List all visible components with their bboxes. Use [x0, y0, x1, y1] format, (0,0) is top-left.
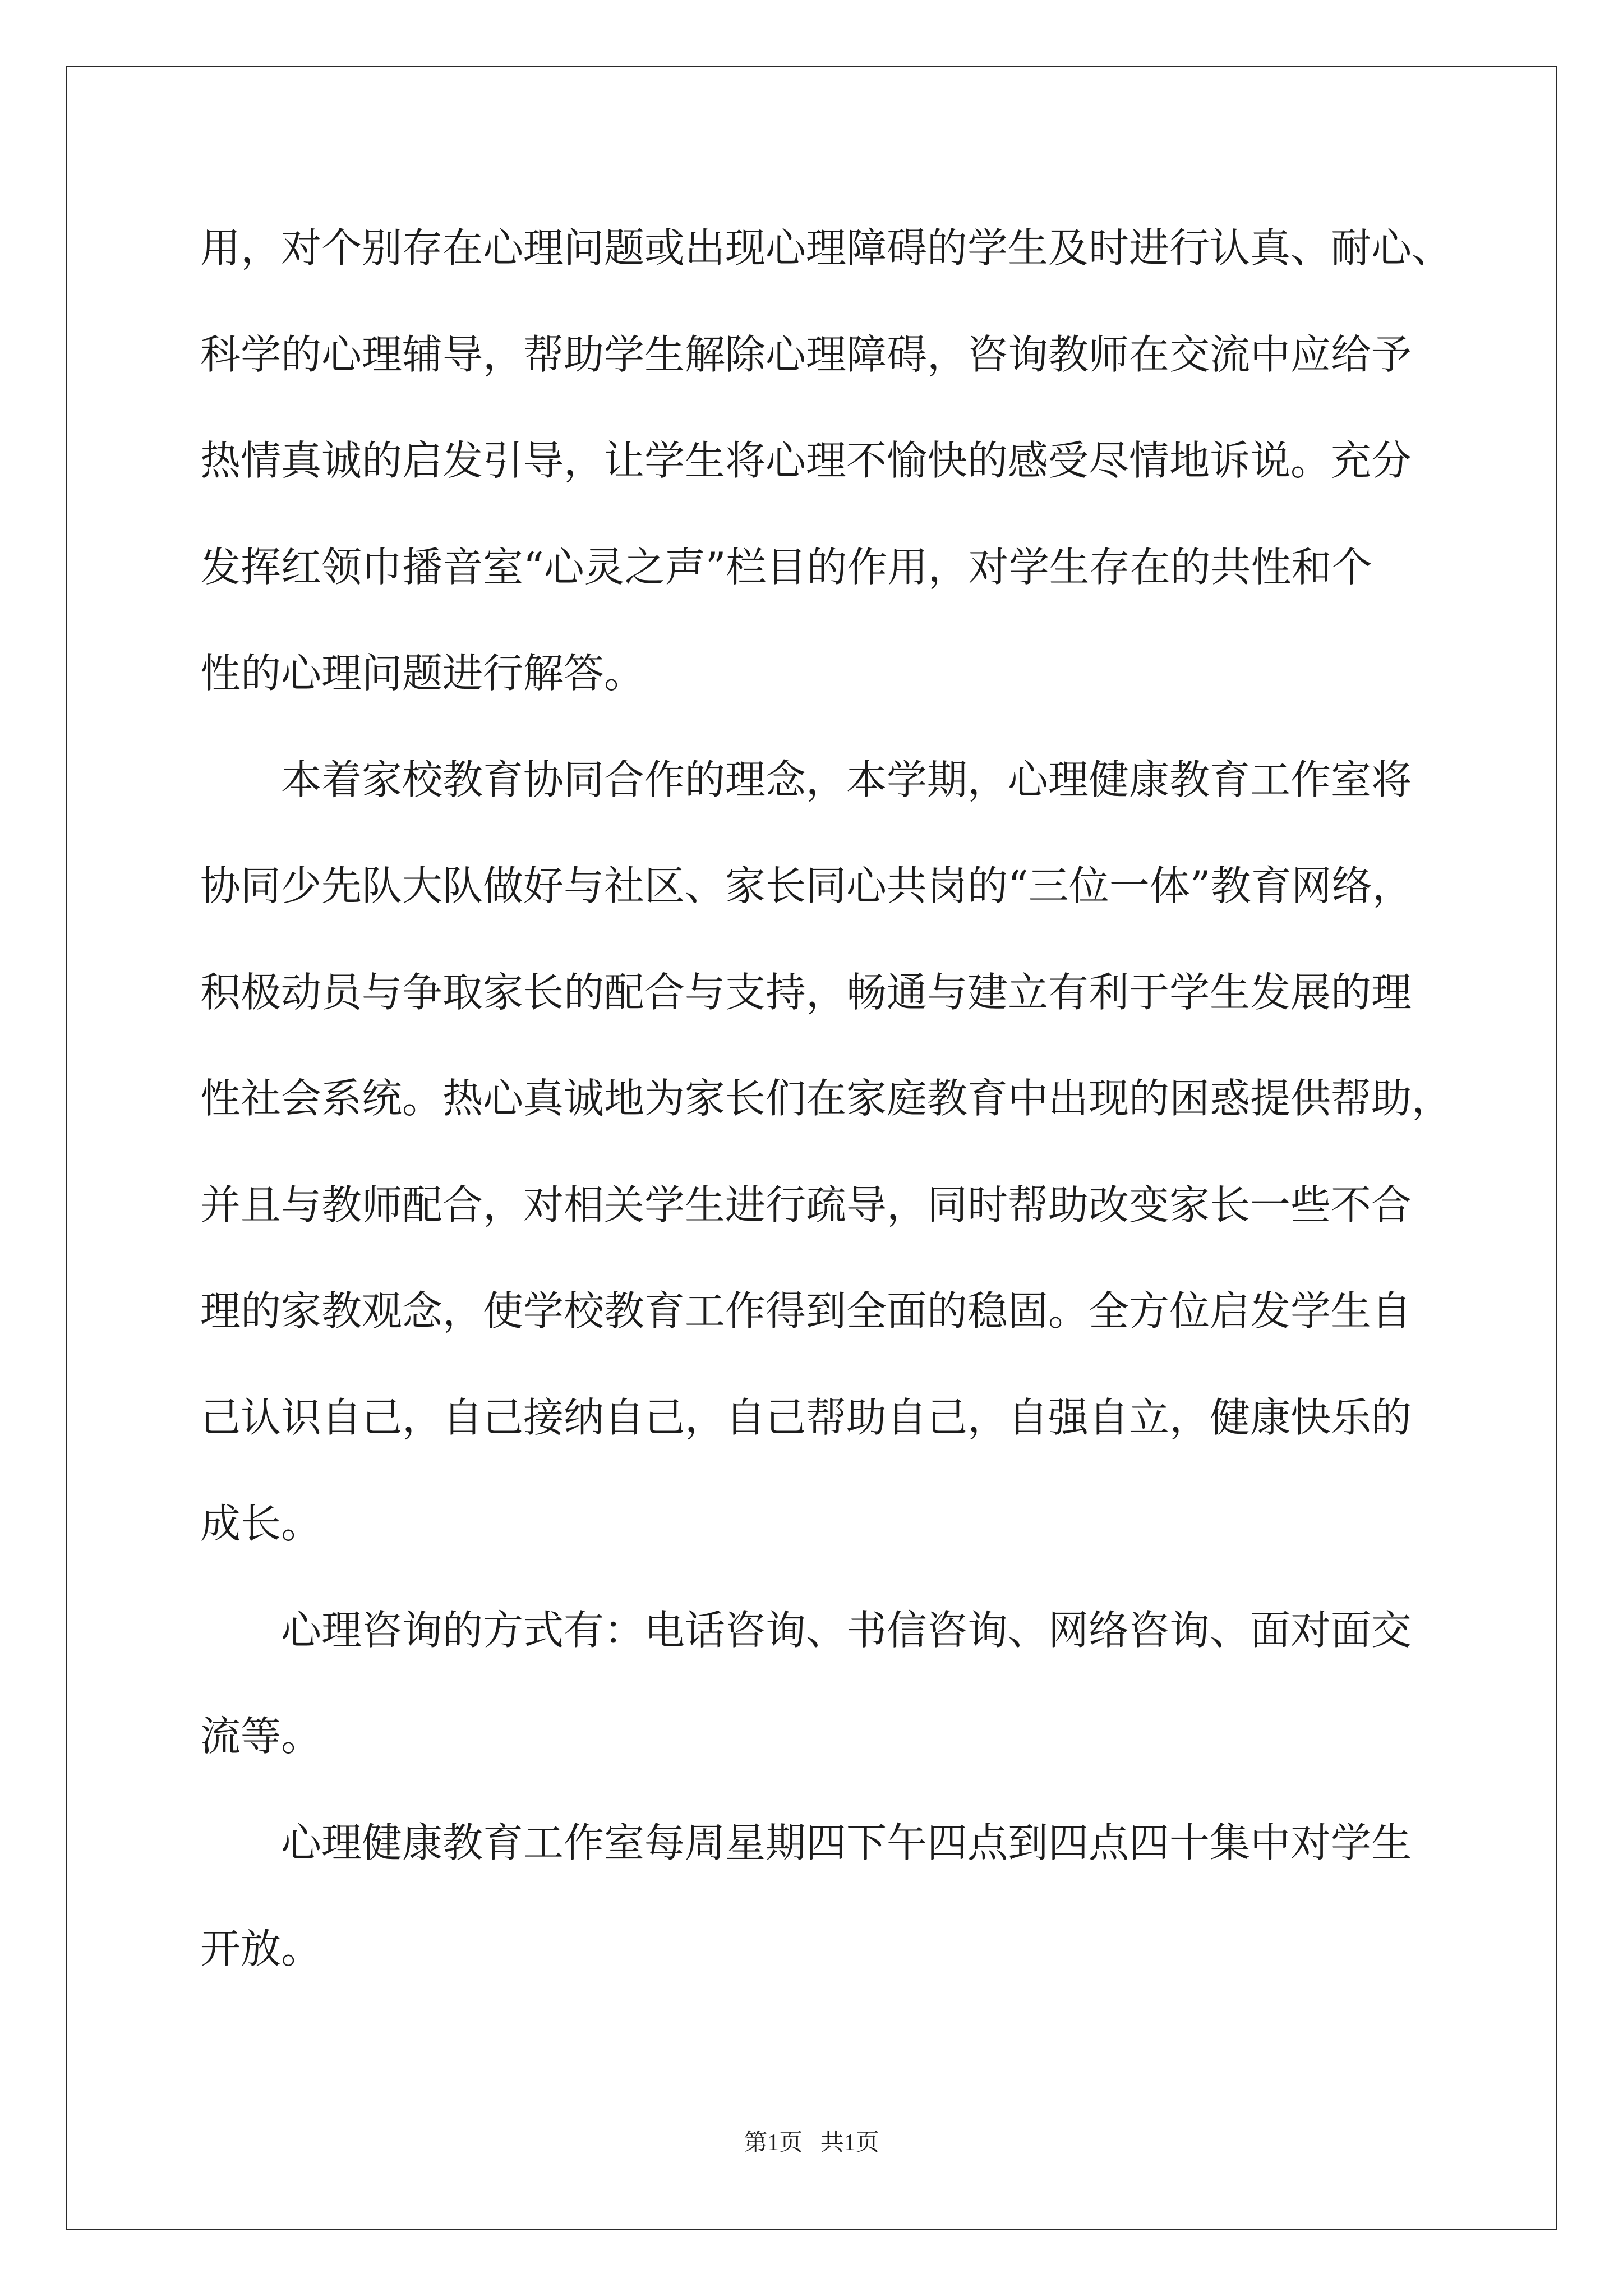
- text-line: 积极动员与争取家长的配合与支持，畅通与建立有利于学生发展的理: [200, 968, 1412, 1016]
- page-number-footer: 第1页 共1页: [744, 2130, 879, 2156]
- text-line: 热情真诚的启发引导，让学生将心理不愉快的感受尽情地诉说。充分: [200, 437, 1412, 484]
- document-body: [200, 195, 1490, 2003]
- paragraph: [200, 727, 1490, 1577]
- text-line: 性社会系统。热心真诚地为家长们在家庭教育中出现的困惑提供帮助，: [200, 1075, 1453, 1122]
- text-line: 成长。: [200, 1500, 322, 1547]
- text-line: 用，对个别存在心理问题或出现心理障碍的学生及时进行认真、耐心、: [200, 224, 1453, 272]
- text-line: 并且与教师配合，对相关学生进行疏导，同时帮助改变家长一些不合: [200, 1181, 1412, 1228]
- text-line: 性的心理问题进行解答。: [200, 650, 645, 697]
- paragraph: [200, 1577, 1490, 1790]
- text-line: 心理健康教育工作室每周星期四下午四点到四点四十集中对学生: [281, 1819, 1412, 1866]
- text-line: 协同少先队大队做好与社区、家长同心共岗的“三位一体”教育网络，: [200, 862, 1413, 909]
- paragraph: [200, 195, 1490, 727]
- text-line: 心理咨询的方式有：电话咨询、书信咨询、网络咨询、面对面交: [281, 1606, 1412, 1654]
- text-line: 发挥红领巾播音室“心灵之声”栏目的作用，对学生存在的共性和个: [200, 543, 1372, 591]
- paragraph: [200, 1790, 1490, 2003]
- text-line: 科学的心理辅导，帮助学生解除心理障碍，咨询教师在交流中应给予: [200, 330, 1412, 378]
- text-line: 本着家校教育协同合作的理念，本学期，心理健康教育工作室将: [281, 756, 1412, 803]
- text-line: 流等。: [200, 1713, 322, 1760]
- text-line: 己认识自己，自己接纳自己，自己帮助自己，自强自立，健康快乐的: [200, 1393, 1412, 1441]
- text-line: 理的家教观念，使学校教育工作得到全面的稳固。全方位启发学生自: [200, 1287, 1412, 1335]
- text-line: 开放。: [200, 1925, 322, 1972]
